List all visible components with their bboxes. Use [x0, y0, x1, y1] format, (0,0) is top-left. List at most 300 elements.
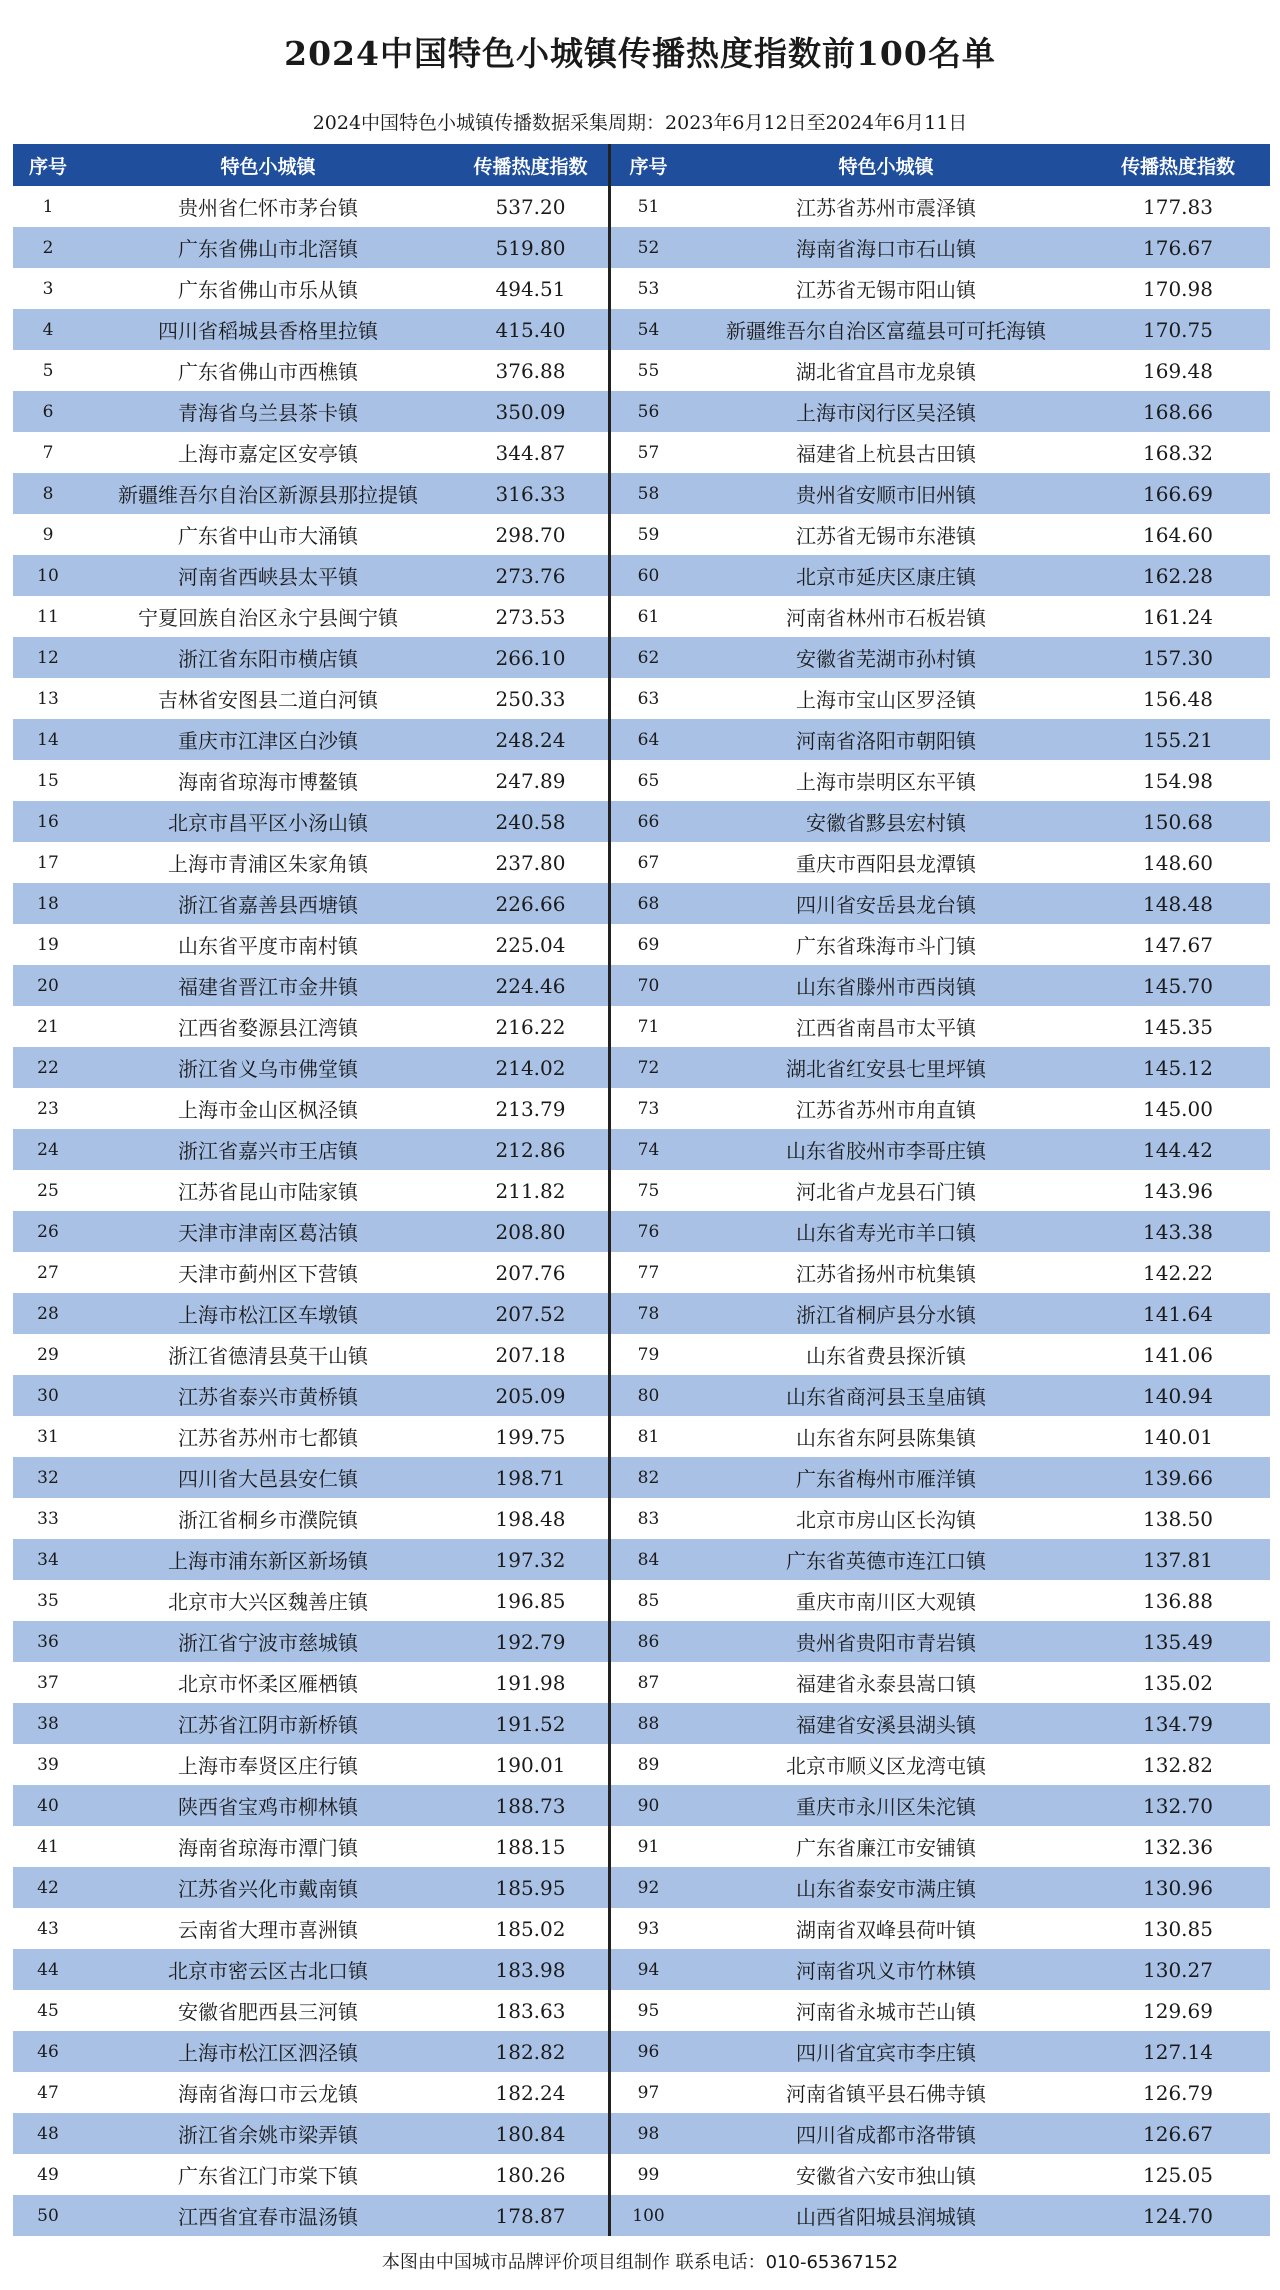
index-cell: 207.76: [495, 1260, 566, 1285]
town-cell: 河南省林州市石板岩镇: [786, 606, 986, 630]
town-cell: 安徽省六安市独山镇: [796, 2164, 976, 2188]
table-row: [13, 514, 608, 555]
rank-cell: 81: [637, 1426, 660, 1447]
rank-cell: 76: [637, 1221, 660, 1242]
table-row: [611, 1129, 1270, 1170]
index-cell: 155.21: [1143, 727, 1213, 752]
town-cell: 江苏省昆山市陆家镇: [178, 1180, 358, 1204]
town-cell: 广东省中山市大涌镇: [178, 524, 358, 548]
rank-cell: 31: [37, 1426, 59, 1447]
table-row: [13, 1990, 608, 2031]
header-town: 特色小城镇: [838, 155, 934, 178]
town-cell: 浙江省桐乡市濮院镇: [178, 1508, 358, 1532]
header-rank: 序号: [629, 155, 668, 178]
table-row: [13, 309, 608, 350]
table-row: [611, 1621, 1270, 1662]
rank-cell: 54: [637, 319, 660, 340]
rank-cell: 97: [637, 2082, 660, 2103]
rank-cell: 86: [637, 1631, 660, 1652]
town-cell: 浙江省桐庐县分水镇: [796, 1303, 976, 1327]
table-header-right: [611, 144, 1270, 186]
rank-cell: 20: [37, 975, 59, 996]
table-row: [13, 842, 608, 883]
table-row: [13, 268, 608, 309]
index-cell: 130.27: [1143, 1957, 1213, 1982]
index-cell: 132.82: [1143, 1752, 1213, 1777]
town-cell: 北京市怀柔区雁栖镇: [178, 1672, 358, 1696]
index-cell: 198.48: [495, 1506, 566, 1531]
town-cell: 湖北省红安县七里坪镇: [786, 1057, 986, 1081]
index-cell: 316.33: [495, 481, 566, 506]
rank-cell: 96: [637, 2041, 660, 2062]
town-cell: 浙江省嘉善县西塘镇: [178, 893, 358, 917]
index-cell: 247.89: [495, 768, 566, 793]
left-column: [13, 144, 608, 2236]
index-cell: 212.86: [495, 1137, 566, 1162]
index-cell: 145.00: [1143, 1096, 1213, 1121]
index-cell: 132.70: [1143, 1793, 1213, 1818]
rank-cell: 73: [637, 1098, 660, 1119]
town-cell: 浙江省余姚市梁弄镇: [178, 2123, 358, 2147]
table-row: [611, 2031, 1270, 2072]
rank-cell: 88: [637, 1713, 660, 1734]
rank-cell: 80: [637, 1385, 660, 1406]
index-cell: 180.26: [495, 2162, 566, 2187]
town-cell: 上海市金山区枫泾镇: [178, 1098, 358, 1122]
town-cell: 江苏省苏州市七都镇: [178, 1426, 358, 1450]
rank-cell: 50: [37, 2205, 59, 2226]
rank-cell: 21: [37, 1016, 59, 1037]
table-row: [13, 1908, 608, 1949]
table-row: [611, 1662, 1270, 1703]
index-cell: 213.79: [495, 1096, 566, 1121]
table-row: [13, 186, 608, 227]
town-cell: 上海市松江区车墩镇: [178, 1303, 358, 1327]
rank-cell: 59: [637, 524, 660, 545]
index-cell: 147.67: [1143, 932, 1213, 957]
index-cell: 132.36: [1143, 1834, 1213, 1859]
table-row: [13, 1047, 608, 1088]
table-row: [13, 1949, 608, 1990]
index-cell: 130.85: [1143, 1916, 1213, 1941]
town-cell: 广东省英德市连江口镇: [786, 1549, 986, 1573]
table-row: [611, 1088, 1270, 1129]
town-cell: 湖南省双峰县荷叶镇: [796, 1918, 976, 1942]
town-cell: 河南省镇平县石佛寺镇: [786, 2082, 986, 2106]
rank-cell: 92: [637, 1877, 660, 1898]
rank-cell: 37: [37, 1672, 59, 1693]
town-cell: 浙江省德清县莫干山镇: [168, 1344, 368, 1368]
rank-cell: 43: [37, 1918, 59, 1939]
table-row: [611, 1580, 1270, 1621]
town-cell: 北京市昌平区小汤山镇: [168, 811, 368, 835]
index-cell: 169.48: [1143, 358, 1213, 383]
index-cell: 216.22: [495, 1014, 566, 1039]
rank-cell: 38: [37, 1713, 59, 1734]
town-cell: 上海市宝山区罗泾镇: [796, 688, 976, 712]
town-cell: 山东省寿光市羊口镇: [796, 1221, 976, 1245]
index-cell: 140.94: [1143, 1383, 1213, 1408]
index-cell: 191.52: [495, 1711, 566, 1736]
index-cell: 273.53: [495, 604, 566, 629]
table-row: [611, 473, 1270, 514]
town-cell: 四川省宜宾市李庄镇: [796, 2041, 976, 2065]
page-subtitle: 2024中国特色小城镇传播数据采集周期：2023年6月12日至2024年6月11日: [312, 112, 968, 134]
rank-cell: 62: [637, 647, 660, 668]
table-row: [611, 1949, 1270, 1990]
town-cell: 广东省珠海市斗门镇: [796, 934, 976, 958]
table-row: [13, 1006, 608, 1047]
index-cell: 177.83: [1143, 194, 1213, 219]
right-column: [608, 144, 1270, 2236]
rank-cell: 48: [37, 2123, 59, 2144]
table-row: [13, 1703, 608, 1744]
rank-cell: 47: [37, 2082, 59, 2103]
town-cell: 上海市崇明区东平镇: [796, 770, 976, 794]
table-row: [611, 227, 1270, 268]
table-row: [611, 1457, 1270, 1498]
index-cell: 150.68: [1143, 809, 1213, 834]
table-row: [13, 350, 608, 391]
table-row: [611, 678, 1270, 719]
rank-cell: 82: [637, 1467, 660, 1488]
town-cell: 四川省成都市洛带镇: [796, 2123, 976, 2147]
table-row: [13, 678, 608, 719]
town-cell: 宁夏回族自治区永宁县闽宁镇: [138, 606, 398, 630]
town-cell: 广东省佛山市乐从镇: [178, 278, 358, 302]
rank-cell: 2: [42, 237, 54, 258]
index-cell: 214.02: [495, 1055, 566, 1080]
index-cell: 350.09: [495, 399, 566, 424]
index-cell: 176.67: [1143, 235, 1213, 260]
index-cell: 415.40: [495, 317, 566, 342]
index-cell: 196.85: [495, 1588, 566, 1613]
town-cell: 重庆市酉阳县龙潭镇: [796, 852, 976, 876]
town-cell: 青海省乌兰县茶卡镇: [178, 401, 358, 425]
index-cell: 178.87: [495, 2203, 566, 2228]
table-row: [611, 186, 1270, 227]
rank-cell: 23: [37, 1098, 59, 1119]
table-row: [13, 1539, 608, 1580]
rank-cell: 32: [37, 1467, 59, 1488]
table-row: [13, 2154, 608, 2195]
rank-cell: 64: [637, 729, 660, 750]
table-row: [611, 760, 1270, 801]
rank-cell: 8: [42, 483, 54, 504]
table-row: [611, 1908, 1270, 1949]
table-row: [611, 309, 1270, 350]
town-cell: 湖北省宜昌市龙泉镇: [796, 360, 976, 384]
rank-cell: 6: [42, 401, 54, 422]
town-cell: 北京市大兴区魏善庄镇: [168, 1590, 368, 1614]
rank-cell: 60: [637, 565, 660, 586]
town-cell: 上海市嘉定区安亭镇: [178, 442, 358, 466]
rank-cell: 56: [637, 401, 660, 422]
rank-cell: 4: [42, 319, 54, 340]
index-cell: 192.79: [495, 1629, 566, 1654]
index-cell: 183.98: [495, 1957, 566, 1982]
rank-cell: 1: [42, 196, 54, 217]
town-cell: 四川省稻城县香格里拉镇: [158, 319, 378, 343]
town-cell: 安徽省芜湖市孙村镇: [796, 647, 976, 671]
town-cell: 吉林省安图县二道白河镇: [158, 688, 378, 712]
rank-cell: 93: [637, 1918, 660, 1939]
rank-cell: 36: [37, 1631, 59, 1652]
rank-cell: 7: [42, 442, 54, 463]
town-cell: 四川省大邑县安仁镇: [178, 1467, 358, 1491]
table-row: [611, 2113, 1270, 2154]
rank-cell: 51: [637, 196, 660, 217]
town-cell: 四川省安岳县龙台镇: [796, 893, 976, 917]
index-cell: 168.32: [1143, 440, 1213, 465]
index-cell: 148.48: [1143, 891, 1213, 916]
index-cell: 185.95: [495, 1875, 566, 1900]
rank-cell: 68: [637, 893, 660, 914]
town-cell: 新疆维吾尔自治区新源县那拉提镇: [118, 483, 418, 507]
table-row: [13, 883, 608, 924]
table-row: [611, 842, 1270, 883]
index-cell: 273.76: [495, 563, 566, 588]
table-row: [13, 473, 608, 514]
index-cell: 126.67: [1143, 2121, 1213, 2146]
table-row: [611, 1744, 1270, 1785]
town-cell: 河北省卢龙县石门镇: [796, 1180, 976, 1204]
rank-cell: 14: [37, 729, 59, 750]
town-cell: 福建省晋江市金井镇: [178, 975, 358, 999]
table-row: [13, 1621, 608, 1662]
rank-cell: 87: [637, 1672, 660, 1693]
index-cell: 240.58: [495, 809, 566, 834]
index-cell: 205.09: [495, 1383, 566, 1408]
town-cell: 江苏省兴化市戴南镇: [178, 1877, 358, 1901]
table-row: [611, 1006, 1270, 1047]
town-cell: 山东省东阿县陈集镇: [796, 1426, 976, 1450]
index-cell: 166.69: [1143, 481, 1213, 506]
town-cell: 江苏省无锡市阳山镇: [796, 278, 976, 302]
rank-cell: 89: [637, 1754, 660, 1775]
town-cell: 天津市津南区葛沽镇: [178, 1221, 358, 1245]
rank-cell: 22: [37, 1057, 59, 1078]
rank-cell: 100: [632, 2205, 665, 2226]
town-cell: 河南省西峡县太平镇: [178, 565, 358, 589]
town-cell: 北京市延庆区康庄镇: [796, 565, 976, 589]
table-row: [13, 1498, 608, 1539]
header-town: 特色小城镇: [220, 155, 316, 178]
rank-cell: 65: [637, 770, 660, 791]
index-cell: 126.79: [1143, 2080, 1213, 2105]
index-cell: 226.66: [495, 891, 566, 916]
index-cell: 145.35: [1143, 1014, 1213, 1039]
table-row: [611, 719, 1270, 760]
rank-cell: 9: [42, 524, 54, 545]
table-row: [611, 596, 1270, 637]
rank-cell: 72: [637, 1057, 660, 1078]
table-row: [13, 719, 608, 760]
rank-cell: 12: [37, 647, 59, 668]
town-cell: 北京市密云区古北口镇: [168, 1959, 368, 1983]
header-index: 传播热度指数: [1120, 155, 1235, 178]
town-cell: 贵州省仁怀市茅台镇: [178, 196, 358, 220]
rank-cell: 3: [42, 278, 54, 299]
index-cell: 248.24: [495, 727, 566, 752]
table-row: [13, 1129, 608, 1170]
table-row: [13, 1457, 608, 1498]
table-row: [13, 1826, 608, 1867]
town-cell: 浙江省义乌市佛堂镇: [178, 1057, 358, 1081]
index-cell: 141.06: [1143, 1342, 1213, 1367]
header-rank: 序号: [28, 155, 67, 178]
ranking-table: [13, 144, 1267, 2236]
rank-cell: 35: [37, 1590, 59, 1611]
index-cell: 207.18: [495, 1342, 566, 1367]
town-cell: 海南省琼海市潭门镇: [178, 1836, 358, 1860]
table-row: [13, 1375, 608, 1416]
table-row: [611, 1375, 1270, 1416]
table-row: [611, 555, 1270, 596]
table-row: [13, 1170, 608, 1211]
index-cell: 170.98: [1143, 276, 1213, 301]
index-cell: 161.24: [1143, 604, 1213, 629]
index-cell: 148.60: [1143, 850, 1213, 875]
rank-cell: 28: [37, 1303, 59, 1324]
table-row: [611, 432, 1270, 473]
town-cell: 广东省江门市棠下镇: [178, 2164, 358, 2188]
table-row: [13, 227, 608, 268]
rank-cell: 49: [37, 2164, 59, 2185]
rank-cell: 78: [637, 1303, 660, 1324]
town-cell: 江西省南昌市太平镇: [796, 1016, 976, 1040]
town-cell: 上海市青浦区朱家角镇: [168, 852, 368, 876]
town-cell: 浙江省东阳市横店镇: [178, 647, 358, 671]
rank-cell: 11: [37, 606, 59, 627]
town-cell: 浙江省嘉兴市王店镇: [178, 1139, 358, 1163]
index-cell: 144.42: [1143, 1137, 1213, 1162]
index-cell: 225.04: [495, 932, 566, 957]
table-row: [13, 1662, 608, 1703]
rank-cell: 85: [637, 1590, 660, 1611]
town-cell: 山东省商河县玉皇庙镇: [786, 1385, 986, 1409]
table-row: [611, 1170, 1270, 1211]
town-cell: 安徽省肥西县三河镇: [178, 2000, 358, 2024]
index-cell: 154.98: [1143, 768, 1213, 793]
rank-cell: 17: [37, 852, 59, 873]
town-cell: 陕西省宝鸡市柳林镇: [178, 1795, 358, 1819]
town-cell: 海南省琼海市博鳌镇: [178, 770, 358, 794]
index-cell: 198.71: [495, 1465, 566, 1490]
table-row: [611, 924, 1270, 965]
town-cell: 江西省宜春市温汤镇: [178, 2205, 358, 2229]
index-cell: 211.82: [495, 1178, 566, 1203]
rank-cell: 83: [637, 1508, 660, 1529]
index-cell: 180.84: [495, 2121, 566, 2146]
index-cell: 494.51: [495, 276, 566, 301]
rank-cell: 18: [37, 893, 59, 914]
table-row: [13, 1867, 608, 1908]
table-row: [611, 883, 1270, 924]
town-cell: 山东省泰安市满庄镇: [796, 1877, 976, 1901]
index-cell: 298.70: [495, 522, 566, 547]
town-cell: 山东省滕州市西岗镇: [796, 975, 976, 999]
index-cell: 237.80: [495, 850, 566, 875]
table-row: [13, 1088, 608, 1129]
town-cell: 广东省梅州市雁洋镇: [796, 1467, 976, 1491]
town-cell: 江苏省江阴市新桥镇: [178, 1713, 358, 1737]
rank-cell: 77: [637, 1262, 660, 1283]
index-cell: 135.02: [1143, 1670, 1213, 1695]
town-cell: 浙江省宁波市慈城镇: [178, 1631, 358, 1655]
town-cell: 福建省上杭县古田镇: [796, 442, 976, 466]
rank-cell: 10: [37, 565, 59, 586]
town-cell: 新疆维吾尔自治区富蕴县可可托海镇: [726, 319, 1046, 343]
rank-cell: 84: [637, 1549, 660, 1570]
town-cell: 安徽省黟县宏村镇: [806, 811, 966, 835]
table-row: [611, 1539, 1270, 1580]
town-cell: 云南省大理市喜洲镇: [178, 1918, 358, 1942]
table-row: [611, 1047, 1270, 1088]
town-cell: 河南省巩义市竹林镇: [796, 1959, 976, 1983]
rank-cell: 34: [37, 1549, 59, 1570]
town-cell: 河南省永城市芒山镇: [796, 2000, 976, 2024]
rank-cell: 90: [637, 1795, 660, 1816]
index-cell: 125.05: [1143, 2162, 1213, 2187]
town-cell: 山东省胶州市李哥庄镇: [786, 1139, 986, 1163]
table-row: [611, 637, 1270, 678]
table-row: [611, 1334, 1270, 1375]
town-cell: 山东省费县探沂镇: [806, 1344, 966, 1368]
rank-cell: 24: [37, 1139, 59, 1160]
rank-cell: 29: [37, 1344, 59, 1365]
table-row: [611, 391, 1270, 432]
rank-cell: 69: [637, 934, 660, 955]
index-cell: 142.22: [1143, 1260, 1213, 1285]
table-row: [611, 1826, 1270, 1867]
table-row: [611, 1416, 1270, 1457]
index-cell: 191.98: [495, 1670, 566, 1695]
rank-cell: 74: [637, 1139, 660, 1160]
table-row: [13, 760, 608, 801]
town-cell: 广东省佛山市西樵镇: [178, 360, 358, 384]
table-row: [13, 2031, 608, 2072]
rank-cell: 95: [637, 2000, 660, 2021]
index-cell: 145.70: [1143, 973, 1213, 998]
town-cell: 上海市浦东新区新场镇: [168, 1549, 368, 1573]
town-cell: 江苏省苏州市震泽镇: [796, 196, 976, 220]
table-row: [611, 1703, 1270, 1744]
index-cell: 157.30: [1143, 645, 1213, 670]
table-row: [611, 801, 1270, 842]
index-cell: 143.96: [1143, 1178, 1213, 1203]
town-cell: 广东省廉江市安铺镇: [796, 1836, 976, 1860]
table-row: [13, 1211, 608, 1252]
index-cell: 137.81: [1143, 1547, 1213, 1572]
town-cell: 北京市顺义区龙湾屯镇: [786, 1754, 986, 1778]
table-row: [13, 1785, 608, 1826]
index-cell: 344.87: [495, 440, 566, 465]
table-row: [13, 1334, 608, 1375]
rank-cell: 53: [637, 278, 660, 299]
rank-cell: 61: [637, 606, 660, 627]
index-cell: 139.66: [1143, 1465, 1213, 1490]
rank-cell: 55: [637, 360, 660, 381]
rank-cell: 66: [637, 811, 660, 832]
index-cell: 197.32: [495, 1547, 566, 1572]
table-row: [611, 1867, 1270, 1908]
rank-cell: 58: [637, 483, 660, 504]
index-cell: 164.60: [1143, 522, 1213, 547]
index-cell: 130.96: [1143, 1875, 1213, 1900]
index-cell: 162.28: [1143, 563, 1213, 588]
index-cell: 190.01: [495, 1752, 566, 1777]
